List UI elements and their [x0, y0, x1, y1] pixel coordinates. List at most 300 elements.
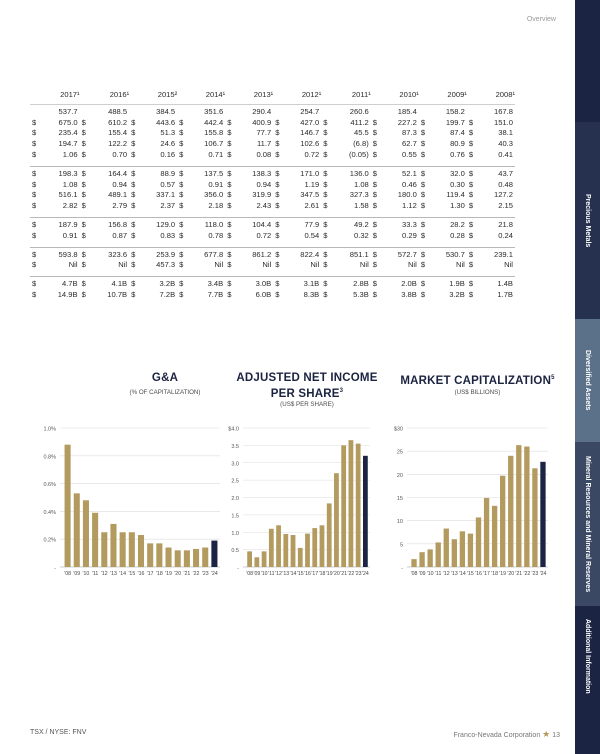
- currency-symbol: $: [372, 139, 378, 149]
- currency-symbol: $: [275, 230, 280, 240]
- bar: [254, 557, 259, 567]
- table-cell: 1.7B: [497, 290, 513, 300]
- x-tick-label: '21: [340, 571, 348, 577]
- currency-symbol: $: [131, 230, 136, 240]
- table-cell: 610.2: [108, 117, 128, 127]
- table-cell: 0.32: [354, 230, 369, 240]
- currency-symbol: $: [420, 139, 426, 149]
- table-cell: 137.5: [187, 166, 225, 178]
- table-cell: 0.94: [256, 179, 272, 189]
- currency-symbol: $: [275, 139, 280, 149]
- sidebar-label-diversified-assets: Diversified Assets: [584, 350, 591, 411]
- y-tick-label: -: [401, 565, 403, 572]
- currency-symbol: $: [131, 150, 136, 160]
- x-tick-label: '10: [82, 571, 90, 577]
- currency-symbol: $: [32, 190, 37, 200]
- table-cell: 337.1: [156, 190, 176, 200]
- currency-symbol: $: [323, 230, 328, 240]
- currency-symbol: $: [227, 128, 232, 138]
- currency-symbol: $: [468, 230, 474, 240]
- table-cell: 3.4B: [187, 277, 225, 289]
- table-cell: 77.9: [283, 218, 321, 230]
- table-cell: 489.1: [108, 190, 128, 200]
- currency-symbol: $: [420, 128, 426, 138]
- x-tick-label: '16: [475, 571, 482, 577]
- table-cell: 119.4: [446, 190, 465, 200]
- currency-symbol: $: [227, 190, 232, 200]
- table-cell: 0.76: [450, 150, 465, 160]
- currency-symbol: $: [81, 128, 86, 138]
- currency-symbol: $: [81, 230, 86, 240]
- bar: [516, 445, 521, 567]
- x-tick-label: '19: [499, 571, 507, 577]
- table-row: [30, 166, 515, 178]
- table-cell: 530.7: [429, 247, 467, 259]
- table-cell: 2.61: [304, 201, 320, 211]
- x-tick-label: '08: [64, 571, 71, 577]
- bar: [83, 500, 89, 567]
- currency-symbol: $: [323, 150, 328, 160]
- x-tick-label: '11: [435, 571, 442, 577]
- footer-company-name: Franco-Nevada Corporation: [453, 732, 541, 739]
- currency-symbol: $: [468, 179, 474, 189]
- table-cell: 180.0: [397, 190, 417, 200]
- table-cell: 198.3: [40, 166, 80, 178]
- currency-symbol: $: [467, 247, 477, 259]
- table-cell: 1.19: [304, 179, 320, 189]
- x-tick-label: '09: [253, 571, 261, 577]
- currency-symbol: $: [323, 201, 328, 211]
- x-tick-label: '19: [325, 571, 333, 577]
- bar: [276, 525, 281, 567]
- table-cell: 0.57: [160, 179, 176, 189]
- table-cell: (0.05): [348, 150, 369, 160]
- currency-symbol: $: [81, 150, 86, 160]
- table-cell: 43.7: [477, 166, 515, 178]
- currency-symbol: $: [30, 247, 40, 259]
- table-cell: 861.2: [235, 247, 273, 259]
- currency-symbol: $: [420, 179, 426, 189]
- sidebar-top-tab: [575, 0, 600, 122]
- currency-symbol: $: [32, 117, 37, 127]
- currency-symbol: $: [419, 277, 429, 289]
- table-cell: 2.18: [208, 201, 224, 211]
- currency-symbol: $: [81, 190, 86, 200]
- x-tick-label: '10: [260, 571, 268, 577]
- table-cell: 104.4: [235, 218, 273, 230]
- currency-symbol: $: [273, 247, 283, 259]
- table-cell: 0.08: [256, 150, 272, 160]
- sidebar-tab-additional-information[interactable]: [575, 606, 600, 754]
- bar: [247, 551, 252, 567]
- table-cell: 7.2B: [159, 290, 176, 300]
- table-cell: 2.15: [498, 201, 513, 211]
- table-cell: Nil: [504, 260, 513, 270]
- x-tick-label: '13: [110, 571, 117, 577]
- net-income-title-line2: PER SHARE: [270, 387, 340, 400]
- y-tick-label: 2.5: [231, 478, 239, 485]
- table-row: [30, 179, 515, 190]
- table-cell: 5.3B: [353, 290, 369, 300]
- table-cell: 851.1: [331, 247, 371, 259]
- currency-symbol: $: [372, 290, 378, 300]
- table-cell: 14.9B: [57, 290, 78, 300]
- x-tick-label: '23: [201, 571, 209, 577]
- currency-symbol: [177, 105, 187, 117]
- currency-symbol: $: [131, 260, 136, 270]
- bar: [298, 548, 303, 567]
- currency-symbol: $: [275, 290, 280, 300]
- currency-symbol: $: [81, 179, 86, 189]
- bar: [484, 498, 489, 567]
- bar: [356, 444, 361, 567]
- currency-symbol: $: [179, 230, 184, 240]
- footer-ticker: TSX / NYSE: FNV: [30, 729, 87, 736]
- currency-symbol: $: [30, 166, 40, 178]
- market-cap-title-text: MARKET CAPITALIZATION: [400, 374, 552, 387]
- currency-symbol: $: [275, 201, 280, 211]
- currency-symbol: $: [81, 139, 86, 149]
- table-cell: 167.8: [477, 105, 515, 117]
- currency-symbol: $: [371, 166, 381, 178]
- table-cell: 0.54: [304, 230, 320, 240]
- bar: [74, 493, 80, 567]
- section-sidebar: [575, 0, 600, 754]
- y-tick-label: $4.0: [228, 426, 239, 433]
- currency-symbol: $: [372, 230, 378, 240]
- currency-symbol: $: [371, 277, 381, 289]
- table-cell: 49.2: [331, 218, 371, 230]
- table-cell: 457.3: [156, 260, 176, 270]
- year-header: 2016¹: [80, 88, 130, 105]
- table-row: [30, 190, 515, 201]
- table-row: [30, 289, 515, 300]
- y-tick-label: 15: [396, 496, 403, 502]
- x-tick-label: '20: [507, 571, 515, 577]
- table-cell: 0.72: [256, 230, 272, 240]
- table-cell: 151.0: [493, 117, 513, 127]
- table-cell: 2.8B: [331, 277, 371, 289]
- net-income-title-footnote: 3: [339, 388, 344, 394]
- currency-symbol: $: [129, 166, 139, 178]
- y-tick-label: 0.6%: [43, 482, 56, 489]
- x-tick-label: '12: [100, 571, 108, 577]
- x-tick-label: '14: [458, 571, 466, 577]
- table-cell: 0.91: [62, 230, 78, 240]
- table-cell: 0.72: [304, 150, 320, 160]
- x-tick-label: '18: [155, 571, 163, 577]
- currency-symbol: $: [371, 218, 381, 230]
- currency-symbol: $: [179, 117, 184, 127]
- year-header: 2015²: [129, 88, 177, 105]
- table-cell: 80.9: [450, 139, 465, 149]
- bar: [427, 549, 432, 567]
- currency-symbol: [30, 105, 40, 117]
- table-cell: 260.6: [331, 105, 371, 117]
- table-cell: 347.5: [300, 190, 320, 200]
- currency-symbol: $: [273, 277, 283, 289]
- table-cell: 227.2: [397, 117, 417, 127]
- currency-symbol: $: [468, 150, 474, 160]
- bar: [320, 525, 325, 567]
- bar: [460, 531, 465, 567]
- currency-symbol: $: [131, 201, 136, 211]
- table-row: [30, 138, 515, 149]
- bar: [349, 440, 354, 567]
- table-cell: 0.24: [498, 230, 513, 240]
- table-cell: 127.2: [493, 190, 513, 200]
- table-cell: 158.2: [429, 105, 467, 117]
- table-cell: 0.55: [402, 150, 417, 160]
- currency-symbol: $: [323, 128, 328, 138]
- x-tick-label: '21: [515, 571, 523, 577]
- market-cap-chart-title: [390, 372, 565, 388]
- table-cell: 21.8: [477, 218, 515, 230]
- y-tick-label: 0.8%: [43, 454, 56, 461]
- x-tick-label: '20: [333, 571, 340, 577]
- x-tick-label: '15: [296, 571, 304, 577]
- x-tick-label: '11: [268, 571, 275, 577]
- bar: [147, 543, 153, 567]
- table-cell: 235.4: [58, 128, 78, 138]
- bar: [283, 534, 288, 567]
- bar: [508, 456, 513, 567]
- table-cell: 1.30: [450, 201, 465, 211]
- currency-symbol: $: [131, 117, 136, 127]
- sidebar-tab-mineral-resources[interactable]: [575, 442, 600, 606]
- financial-table: [30, 88, 515, 300]
- x-tick-label: '19: [165, 571, 172, 577]
- table-cell: 32.0: [429, 166, 467, 178]
- table-cell: 0.78: [208, 230, 224, 240]
- table-cell: 323.6: [90, 247, 130, 259]
- table-cell: Nil: [455, 260, 465, 270]
- year-header: 2008¹: [467, 88, 515, 105]
- currency-symbol: $: [420, 230, 426, 240]
- net-income-bar-chart: [215, 420, 380, 580]
- table-cell: 10.7B: [107, 290, 128, 300]
- table-row: [30, 247, 515, 259]
- table-cell: 194.7: [58, 139, 78, 149]
- bar: [184, 550, 190, 567]
- currency-symbol: $: [32, 230, 37, 240]
- table-cell: 0.87: [112, 230, 128, 240]
- table-cell: 8.3B: [303, 290, 320, 300]
- bar: [334, 473, 339, 567]
- bar: [202, 548, 208, 567]
- x-tick-label: '10: [426, 571, 434, 577]
- currency-symbol: $: [321, 218, 331, 230]
- currency-symbol: $: [179, 139, 184, 149]
- table-cell: 516.1: [58, 190, 78, 200]
- currency-symbol: $: [179, 179, 184, 189]
- table-cell: 77.7: [256, 128, 272, 138]
- table-cell: 572.7: [381, 247, 419, 259]
- ga-chart-subtitle: (% OF CAPITALIZATION): [129, 389, 201, 396]
- bar: [92, 513, 98, 567]
- table-cell: 411.2: [350, 117, 369, 127]
- currency-symbol: $: [179, 290, 184, 300]
- currency-symbol: [225, 105, 235, 117]
- currency-symbol: $: [32, 290, 37, 300]
- table-cell: 138.3: [235, 166, 273, 178]
- bar: [524, 447, 529, 567]
- table-cell: 351.6: [187, 105, 225, 117]
- table-row: [30, 230, 515, 241]
- y-tick-label: -: [54, 565, 56, 572]
- table-cell: 384.5: [139, 105, 177, 117]
- table-cell: 118.0: [187, 218, 225, 230]
- currency-symbol: $: [372, 260, 378, 270]
- currency-symbol: $: [32, 128, 37, 138]
- currency-symbol: $: [372, 190, 378, 200]
- x-tick-label: '09: [73, 571, 81, 577]
- currency-symbol: $: [80, 166, 90, 178]
- currency-symbol: $: [323, 139, 328, 149]
- table-cell: 319.9: [252, 190, 272, 200]
- currency-symbol: $: [131, 290, 136, 300]
- table-cell: 537.7: [40, 105, 80, 117]
- x-tick-label: '22: [192, 571, 200, 577]
- table-cell: 442.4: [204, 117, 224, 127]
- year-header: 2009¹: [419, 88, 467, 105]
- x-tick-label: '17: [483, 571, 490, 577]
- table-cell: 3.2B: [449, 290, 465, 300]
- currency-symbol: $: [419, 218, 429, 230]
- table-cell: 3.0B: [235, 277, 273, 289]
- table-cell: 155.8: [204, 128, 224, 138]
- currency-symbol: $: [275, 150, 280, 160]
- table-cell: 164.4: [90, 166, 130, 178]
- table-cell: 0.41: [498, 150, 513, 160]
- currency-symbol: $: [227, 179, 232, 189]
- year-header-row: [30, 88, 515, 105]
- currency-symbol: [273, 105, 283, 117]
- x-tick-label: '24: [539, 571, 547, 577]
- table-cell: 106.7: [204, 139, 224, 149]
- currency-symbol: $: [32, 139, 37, 149]
- currency-symbol: $: [81, 117, 86, 127]
- currency-symbol: $: [372, 128, 378, 138]
- table-cell: Nil: [68, 260, 78, 270]
- table-cell: 3.8B: [401, 290, 417, 300]
- table-cell: 102.6: [300, 139, 320, 149]
- market-cap-title-footnote: 5: [551, 375, 555, 381]
- x-tick-label: '14: [289, 571, 297, 577]
- table-cell: 33.3: [381, 218, 419, 230]
- currency-symbol: $: [227, 201, 232, 211]
- table-cell: 62.7: [402, 139, 417, 149]
- y-tick-label: 25: [396, 449, 403, 456]
- net-income-chart-title: [222, 372, 392, 401]
- table-cell: 443.6: [156, 117, 176, 127]
- year-header: 2012¹: [273, 88, 321, 105]
- currency-symbol: $: [177, 247, 187, 259]
- table-row: [30, 149, 515, 160]
- currency-symbol: $: [179, 128, 184, 138]
- currency-symbol: $: [420, 290, 426, 300]
- bar: [468, 534, 473, 567]
- table-cell: 0.94: [112, 179, 128, 189]
- table-cell: 1.08: [354, 179, 369, 189]
- table-row: [30, 277, 515, 289]
- currency-symbol: $: [468, 290, 474, 300]
- table-cell: 187.9: [40, 218, 80, 230]
- table-cell: 327.3: [349, 190, 369, 200]
- sidebar-tab-diversified-assets[interactable]: [575, 319, 600, 442]
- currency-symbol: $: [323, 190, 328, 200]
- currency-symbol: $: [131, 139, 136, 149]
- currency-symbol: $: [80, 218, 90, 230]
- x-tick-label: '24: [211, 571, 218, 577]
- table-cell: 0.16: [160, 150, 176, 160]
- table-cell: 0.70: [112, 150, 128, 160]
- currency-symbol: $: [227, 117, 232, 127]
- currency-symbol: $: [420, 190, 426, 200]
- bar: [492, 506, 497, 567]
- net-income-chart-subtitle: (US$ PER SHARE): [280, 401, 334, 408]
- currency-symbol: $: [468, 139, 474, 149]
- currency-symbol: $: [420, 201, 426, 211]
- table-row: [30, 128, 515, 139]
- currency-symbol: $: [131, 190, 136, 200]
- table-cell: 38.1: [498, 128, 513, 138]
- net-income-title-line1: ADJUSTED NET INCOME: [236, 372, 378, 384]
- table-row: [30, 200, 515, 211]
- y-tick-label: $30: [393, 426, 403, 433]
- sidebar-label-additional-information: Additional Information: [584, 618, 591, 694]
- bar: [156, 543, 162, 567]
- bar: [540, 462, 545, 567]
- x-tick-label: '22: [347, 571, 355, 577]
- y-tick-label: 10: [396, 519, 403, 526]
- currency-symbol: $: [467, 277, 477, 289]
- bar: [452, 539, 457, 567]
- table-cell: 24.6: [160, 139, 176, 149]
- footer-company: [440, 729, 560, 740]
- x-tick-label: '13: [282, 571, 290, 577]
- currency-symbol: $: [225, 277, 235, 289]
- currency-symbol: $: [129, 247, 139, 259]
- bar: [327, 503, 332, 567]
- table-cell: 4.7B: [40, 277, 80, 289]
- currency-symbol: $: [420, 117, 426, 127]
- currency-symbol: $: [420, 150, 426, 160]
- table-cell: 2.79: [112, 201, 128, 211]
- table-cell: 52.1: [381, 166, 419, 178]
- currency-symbol: $: [468, 190, 474, 200]
- bar: [129, 532, 135, 567]
- table-cell: 11.7: [257, 139, 272, 149]
- currency-symbol: $: [32, 201, 37, 211]
- sidebar-tab-precious-metals[interactable]: [575, 122, 600, 319]
- currency-symbol: $: [177, 277, 187, 289]
- table-cell: 0.83: [160, 230, 176, 240]
- x-tick-label: '12: [442, 571, 450, 577]
- table-cell: 0.48: [498, 179, 513, 189]
- table-cell: 146.7: [300, 128, 320, 138]
- page-number: 13: [552, 732, 560, 739]
- currency-symbol: $: [32, 150, 37, 160]
- table-cell: 488.5: [90, 105, 130, 117]
- currency-symbol: [419, 105, 429, 117]
- currency-symbol: $: [32, 260, 37, 270]
- table-cell: 0.91: [208, 179, 224, 189]
- table-row: [30, 260, 515, 271]
- currency-symbol: $: [179, 260, 184, 270]
- table-cell: 822.4: [283, 247, 321, 259]
- historical-data-table: [30, 88, 515, 300]
